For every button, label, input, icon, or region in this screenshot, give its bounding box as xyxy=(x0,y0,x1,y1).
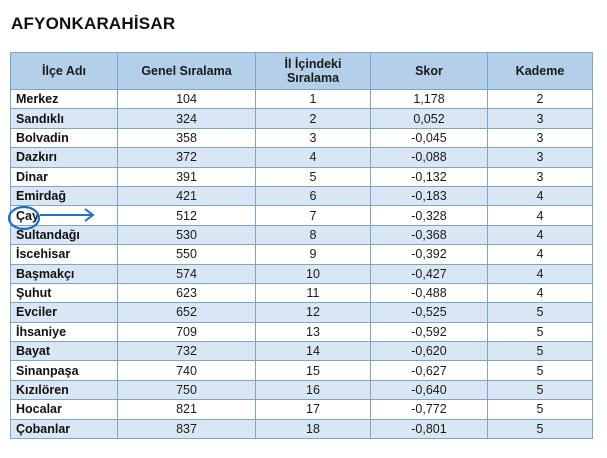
cell-skor: -0,368 xyxy=(371,225,488,244)
cell-il-ici: 7 xyxy=(256,206,371,225)
table-row xyxy=(11,148,593,167)
cell-skor: -0,328 xyxy=(371,206,488,225)
cell-skor: -0,427 xyxy=(371,264,488,283)
cell-ilce: Emirdağ xyxy=(11,186,118,205)
table-row xyxy=(11,264,593,283)
header-il-ici-siralama xyxy=(256,53,371,90)
cell-kademe: 5 xyxy=(488,342,593,361)
table-row xyxy=(11,322,593,341)
header-genel-siralama: Genel Sıralama xyxy=(118,53,256,90)
cell-skor: -0,392 xyxy=(371,245,488,264)
cell-genel: 740 xyxy=(118,361,256,380)
table-row xyxy=(11,90,593,109)
cell-il-ici: 8 xyxy=(256,225,371,244)
cell-skor: -0,620 xyxy=(371,342,488,361)
cell-skor: -0,592 xyxy=(371,322,488,341)
cell-genel: 709 xyxy=(118,322,256,341)
cell-ilce: Çobanlar xyxy=(11,419,118,438)
cell-skor: -0,088 xyxy=(371,148,488,167)
cell-ilce: İscehisar xyxy=(11,245,118,264)
cell-ilce: Şuhut xyxy=(11,283,118,302)
cell-genel: 574 xyxy=(118,264,256,283)
cell-skor: -0,488 xyxy=(371,283,488,302)
header-kademe: Kademe xyxy=(488,53,593,90)
cell-skor: -0,627 xyxy=(371,361,488,380)
header-ilce: İlçe Adı xyxy=(11,53,118,90)
cell-genel: 391 xyxy=(118,167,256,186)
cell-skor: -0,525 xyxy=(371,303,488,322)
cell-il-ici: 15 xyxy=(256,361,371,380)
cell-il-ici: 6 xyxy=(256,186,371,205)
cell-ilce: Dinar xyxy=(11,167,118,186)
cell-ilce: Sinanpaşa xyxy=(11,361,118,380)
table-row xyxy=(11,245,593,264)
cell-kademe: 4 xyxy=(488,225,593,244)
table-row xyxy=(11,419,593,438)
cell-ilce: İhsaniye xyxy=(11,322,118,341)
cell-kademe: 5 xyxy=(488,303,593,322)
cell-genel: 623 xyxy=(118,283,256,302)
cell-skor: -0,045 xyxy=(371,128,488,147)
cell-il-ici: 5 xyxy=(256,167,371,186)
district-ranking-table xyxy=(10,52,593,439)
table-row xyxy=(11,225,593,244)
table-row xyxy=(11,186,593,205)
cell-ilce: Çay xyxy=(11,206,118,225)
header-skor: Skor xyxy=(371,53,488,90)
cell-il-ici: 12 xyxy=(256,303,371,322)
cell-genel: 358 xyxy=(118,128,256,147)
cell-il-ici: 17 xyxy=(256,400,371,419)
cell-il-ici: 9 xyxy=(256,245,371,264)
cell-kademe: 3 xyxy=(488,148,593,167)
cell-skor: -0,132 xyxy=(371,167,488,186)
table-row xyxy=(11,109,593,128)
table-row xyxy=(11,303,593,322)
cell-kademe: 4 xyxy=(488,283,593,302)
cell-kademe: 5 xyxy=(488,419,593,438)
cell-skor: 1,178 xyxy=(371,90,488,109)
cell-ilce: Bayat xyxy=(11,342,118,361)
cell-genel: 530 xyxy=(118,225,256,244)
cell-skor: -0,772 xyxy=(371,400,488,419)
cell-genel: 512 xyxy=(118,206,256,225)
cell-ilce: Kızılören xyxy=(11,380,118,399)
cell-skor: -0,640 xyxy=(371,380,488,399)
cell-kademe: 5 xyxy=(488,400,593,419)
cell-kademe: 4 xyxy=(488,264,593,283)
cell-il-ici: 11 xyxy=(256,283,371,302)
table-body xyxy=(11,90,593,439)
cell-genel: 750 xyxy=(118,380,256,399)
cell-ilce: Sultandağı xyxy=(11,225,118,244)
cell-il-ici: 3 xyxy=(256,128,371,147)
cell-genel: 104 xyxy=(118,90,256,109)
table-header-row xyxy=(11,53,593,90)
cell-il-ici: 18 xyxy=(256,419,371,438)
cell-genel: 652 xyxy=(118,303,256,322)
cell-ilce: Hocalar xyxy=(11,400,118,419)
cell-kademe: 4 xyxy=(488,186,593,205)
cell-kademe: 3 xyxy=(488,128,593,147)
cell-kademe: 5 xyxy=(488,322,593,341)
table-row xyxy=(11,167,593,186)
cell-kademe: 3 xyxy=(488,109,593,128)
cell-il-ici: 1 xyxy=(256,90,371,109)
table-row xyxy=(11,361,593,380)
table-row xyxy=(11,380,593,399)
header-il-ici-line2: Sıralama xyxy=(286,71,340,85)
cell-kademe: 5 xyxy=(488,361,593,380)
cell-genel: 550 xyxy=(118,245,256,264)
cell-skor: -0,801 xyxy=(371,419,488,438)
cell-il-ici: 13 xyxy=(256,322,371,341)
cell-il-ici: 10 xyxy=(256,264,371,283)
cell-kademe: 5 xyxy=(488,380,593,399)
table-row xyxy=(11,128,593,147)
table-row xyxy=(11,400,593,419)
header-il-ici-line1: İl İçindeki xyxy=(284,57,342,71)
cell-ilce: Sandıklı xyxy=(11,109,118,128)
cell-il-ici: 14 xyxy=(256,342,371,361)
page-title: AFYONKARAHİSAR xyxy=(11,14,176,33)
table-row xyxy=(11,206,593,225)
cell-ilce: Merkez xyxy=(11,90,118,109)
cell-ilce: Dazkırı xyxy=(11,148,118,167)
table-row xyxy=(11,283,593,302)
cell-kademe: 3 xyxy=(488,167,593,186)
cell-ilce: Başmakçı xyxy=(11,264,118,283)
cell-ilce: Bolvadin xyxy=(11,128,118,147)
cell-genel: 821 xyxy=(118,400,256,419)
cell-genel: 372 xyxy=(118,148,256,167)
table-row xyxy=(11,342,593,361)
cell-skor: -0,183 xyxy=(371,186,488,205)
cell-genel: 421 xyxy=(118,186,256,205)
cell-genel: 732 xyxy=(118,342,256,361)
cell-genel: 837 xyxy=(118,419,256,438)
cell-il-ici: 16 xyxy=(256,380,371,399)
cell-kademe: 4 xyxy=(488,245,593,264)
cell-kademe: 4 xyxy=(488,206,593,225)
cell-il-ici: 2 xyxy=(256,109,371,128)
cell-il-ici: 4 xyxy=(256,148,371,167)
cell-skor: 0,052 xyxy=(371,109,488,128)
cell-genel: 324 xyxy=(118,109,256,128)
cell-ilce: Evciler xyxy=(11,303,118,322)
cell-kademe: 2 xyxy=(488,90,593,109)
